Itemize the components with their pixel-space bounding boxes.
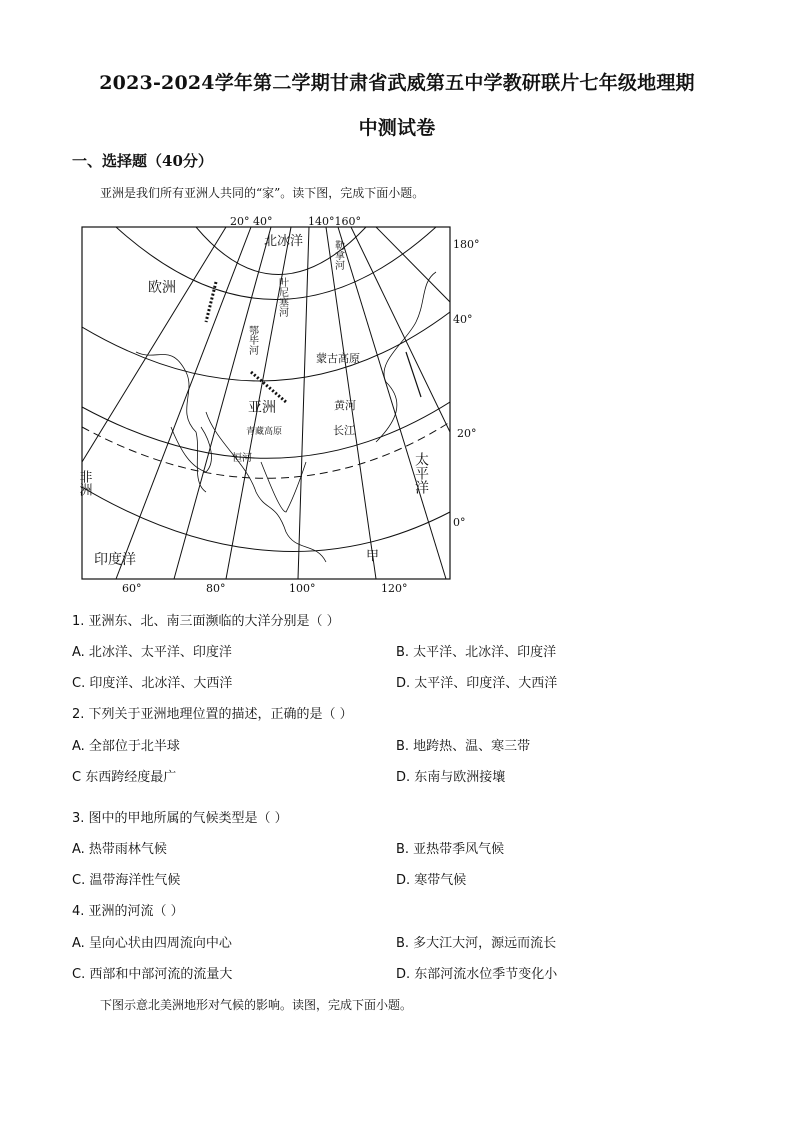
question-3-option-a[interactable]: A. 热带雨林气候 [72,842,167,857]
question-2-option-a[interactable]: A. 全部位于北半球 [72,739,180,754]
map-top-label: 140°160° [308,215,361,228]
label-ob-river: 鄂毕河 [246,325,258,355]
map-bottom-label: 120° [381,582,408,595]
label-ganges: 恒河 [232,453,252,464]
label-asia: 亚洲 [248,400,276,416]
question-group-intro-2: 下图示意北美洲地形对气候的影响。读图，完成下面小题。 [100,998,413,1012]
map-right-label: 180° [453,238,480,251]
question-3-stem: 3. 图中的甲地所属的气候类型是（ ） [72,811,288,826]
question-3-option-d[interactable]: D. 寒带气候 [396,873,467,888]
asia-map-figure [76,212,486,597]
map-bottom-label: 60° [122,582,142,595]
question-4-option-b[interactable]: B. 多大江大河，源远而流长 [396,936,557,951]
exam-title-line2: 中测试卷 [358,117,436,139]
question-1-option-c[interactable]: C. 印度洋、北冰洋、大西洋 [72,676,233,691]
label-yangtze: 长江 [333,424,355,437]
label-yellow-river: 黄河 [334,399,356,412]
question-1-option-b[interactable]: B. 太平洋、北冰洋、印度洋 [396,645,557,660]
label-mongolian-plateau: 蒙古高原 [316,352,360,365]
question-2-option-d[interactable]: D. 东南与欧洲接壤 [396,770,506,785]
map-right-label: 20° [457,427,477,440]
question-4-option-c[interactable]: C. 西部和中部河流的流量大 [72,967,233,982]
question-group-intro: 亚洲是我们所有亚洲人共同的“家”。读下图，完成下面小题。 [100,186,425,200]
question-1-option-a[interactable]: A. 北冰洋、太平洋、印度洋 [72,645,232,660]
section-heading: 一、选择题（40分） [72,152,213,170]
label-lena-river: 勒拿河 [332,240,344,270]
label-indian-ocean: 印度洋 [94,552,136,568]
question-4-option-d[interactable]: D. 东部河流水位季节变化小 [396,967,558,982]
question-4-stem: 4. 亚洲的河流（ ） [72,904,184,919]
map-right-label: 40° [453,313,473,326]
label-pacific-ocean: 太平洋 [413,452,429,494]
exam-title-line1: 2023-2024学年第二学期甘肃省武威第五中学教研联片七年级地理期 [99,72,695,94]
label-tibetan-plateau: 青藏高原 [246,427,283,437]
label-arctic-ocean: 北冰洋 [264,234,304,249]
question-2-option-b[interactable]: B. 地跨热、温、寒三带 [396,739,531,754]
label-yenisei-river: 叶尼塞河 [276,277,288,317]
label-point-jia: 甲 [366,549,380,564]
question-2-stem: 2. 下列关于亚洲地理位置的描述，正确的是（ ） [72,707,353,722]
map-top-label: 20° 40° [230,215,273,228]
map-right-label: 0° [453,516,466,529]
label-africa: 非洲 [76,470,92,496]
question-4-option-a[interactable]: A. 呈向心状由四周流向中心 [72,936,232,951]
question-3-option-c[interactable]: C. 温带海洋性气候 [72,873,181,888]
map-bottom-label: 100° [289,582,316,595]
question-2-option-c[interactable]: C 东西跨经度最广 [72,770,177,785]
label-europe: 欧洲 [148,280,176,296]
question-3-option-b[interactable]: B. 亚热带季风气候 [396,842,505,857]
question-1-option-d[interactable]: D. 太平洋、印度洋、大西洋 [396,676,558,691]
question-1-stem: 1. 亚洲东、北、南三面濒临的大洋分别是（ ） [72,614,340,629]
map-bottom-label: 80° [206,582,226,595]
